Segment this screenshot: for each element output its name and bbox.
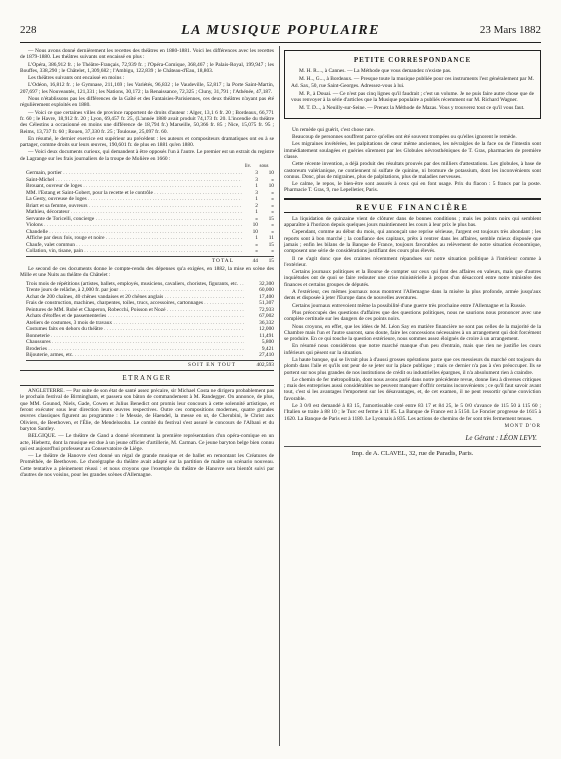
row-livres: 1 (255, 183, 258, 190)
chatelet-intro-para: Le second de ces documents donne le compte-rendu des dépenses qu'a exigées, en 1882, la mise en scène des Mille et une Nuits au théâtre du Châtelet : (20, 266, 274, 279)
row-label: Broderies . . . (26, 346, 244, 353)
revue-para: La haute banque, qui se livrait plus à d'aussi grosses opérations parce que ces messieurs du marché ont toujours du plomb dans l'aile et qu'ils ont peur de se jeter sur la place publique ; mais ce dernier n'a pas à s'en préoccuper. Ils se portent sur nos plus grandes de nos institutions de crédit ou industrielles épargnes, il n'a absolument rien à craindre. (284, 356, 541, 376)
row-label: Violons . . . (26, 222, 242, 229)
total-sous: 15 (268, 257, 274, 264)
row-livres: 1 (255, 235, 258, 242)
table-total-row (26, 256, 274, 265)
revue-para: Certains journaux entrevoient même la possibilité d'une guerre très prochaine entre l'Allemagne et la Russie. (292, 302, 527, 309)
row-sous: » (271, 222, 274, 229)
spacer (284, 119, 541, 127)
row-label: Chaussures . . . (26, 339, 244, 346)
correspondance-item: M. H. R...., à Cannes. — La Méthode que vous demandez n'existe pas. (299, 68, 452, 74)
row-livres: » (255, 215, 258, 222)
table-rows (26, 281, 274, 359)
table-rows (26, 170, 274, 255)
row-livres: 3 (255, 189, 258, 196)
advert-para: Un remède qui guérit, c'est chose rare. (292, 126, 375, 133)
row-amount: 51,307 (259, 300, 274, 307)
row-label: Chaufe, valet commun . . . (26, 242, 242, 249)
summary-para: En résumé, le dernier exercice est supérieur au précédent : les auteurs et compositeurs dramatiques ont eu à se partager, comme droits sur leurs œuvres, 190,601 fr. de plus en 1881 qu'en 1880. (20, 135, 274, 149)
table-total-row (26, 360, 274, 369)
moliere-expenses-table (20, 164, 274, 264)
row-label: Frais de construction, machines, charpentes, toiles, trucs, accessoires, cartonnages . . . (26, 300, 244, 307)
page-number: 228 (20, 24, 37, 36)
theatre-minus-list: L'Odéon, 16,812 fr. ; le Gymnase, 211,169 ; les Variétés, 96,832 ; le Vaudeville, 52,817 ; la Porte Saint-Martin, 207,697 ; les Nouveautés, 121,331 ; les Nations, 30,172 ; la Renaissance, 72,325 ; Cluny, 31,791 ; l'Athénée, 47,187. (20, 82, 274, 95)
revue-para: A l'extérieur, ces mêmes journaux nous montrent l'Allemagne dans la misère la plus profonde, armée jusqu'aux dents et disposée à jeter l'Europe dans de nouvelles aventures. (284, 289, 541, 302)
row-sous: » (271, 202, 274, 209)
row-amount: 12,000 (259, 326, 274, 333)
printer-line: Imp. de A. CLAVEL, 32, rue de Paradis, Paris. (284, 446, 541, 457)
documents-intro-para: — Voici deux documents curieux, qui demandent à être opposés l'un à l'autre. Le premier est un extrait du registre de Lagrange sur les frais journaliers de la troupe de Molière en 1660 : (20, 149, 274, 162)
row-label: Mathieu, décorateur . . . (26, 209, 242, 216)
row-livres: 10 (252, 228, 258, 235)
revue-heading-band (284, 198, 541, 213)
row-label: Trente jours de relâche, à 2,000 fr. par jour . . . (26, 287, 244, 294)
row-sous: » (271, 196, 274, 203)
correspondance-item: M. H.., G..., à Bordeaux. — Presque toute la musique publiée pour ces instruments l'est généralement par M. Ad. Sax, 50, rue Saint-Georges. Adressez-vous à lui. (291, 76, 534, 89)
left-column (20, 48, 274, 479)
section-rule (20, 385, 274, 386)
row-label: La Gesty, ouvreuse de loges . . . (26, 196, 242, 203)
row-label: Peintures de MM. Rubé et Chaperon, Robecchi, Poisson et Nozé . . . (26, 307, 244, 314)
belgique-para: BELGIQUE. — Le théâtre de Gand a donné récemment la première représentation d'un opéra-comique en un acte, Hiebertz, dont la musique est due à un jeune officier d'artillerie, M. Carman. Ce jeune baryton belge bien connu qui est aujourd'hui professeur au Conservatoire de Liège. (20, 433, 274, 452)
row-livres: » (255, 241, 258, 248)
row-sous: 11 (268, 235, 274, 242)
row-amount: 5,800 (261, 339, 274, 346)
theatre-minus-heading: Les théâtres suivants ont encaissé en moins : (28, 75, 125, 82)
advert-para: Cette récente invention, a déjà produit des résultats prouvés par des milliers d'attestations. Les globules, à base de castoreum valérianique, ne contiennent ni sulfate de quinine, ni bromure de potassium, dont les inconvénients sont connus. Donc, plus de migraines, plus de palpitations, plus de maladies nerveuses. (284, 161, 541, 180)
correspondance-item: M. T. D..., à Neuilly-sur-Seine. — Prenez la Méthode de Mazas. Vous y trouverez tout ce qu'il vous faut. (299, 105, 525, 112)
row-livres: 10 (252, 222, 258, 229)
correspondance-box (284, 50, 541, 119)
angleterre-para: ANGLETERRE. — Par suite de son état de santé assez précaire, sir Michael Costa ne dirigera probablement pas le prochain festival de Birmingham, et passera son bâton de commandement à M. Randegger. On annonce, de plus, que MM. Gounod, Niels, Gade, Cowen et Julius Benedict ont promis leur concours à cette solennité artistique, et feront exécuter sous leur direction leurs œuvres respectives. Outre ces compositions modernes, quatre grandes œuvres classiques figurent au programme : le Messie, de Haendel, la messe en ut, de Cherubini, le Christ aux Oliviers, de Beethoven, et l'Élie, de Mendelssohn. Le comité du festival s'est assuré le concours de l'Albani et du baryton Santley. (20, 388, 274, 432)
row-label: Briart et sa femme, ouvreurs . . . (26, 203, 242, 210)
row-livres: 1 (255, 209, 258, 216)
revue-para: Plus préoccupés des questions d'affaires que des questions politiques, nous ne saurions nous prononcer avec une complète certitude sur les dangers de ces points noirs. (284, 309, 541, 323)
row-sous: 10 (268, 183, 274, 190)
total-livres: 44 (252, 257, 258, 264)
issue-date: 23 Mars 1882 (479, 24, 541, 36)
table-row (26, 248, 274, 255)
row-label: Achat de 200 chaînes, 40 chênes vandaises et 20 chênes anglais . . . (26, 294, 244, 301)
row-sous: » (271, 176, 274, 183)
revue-financiere-title: REVUE FINANCIÈRE (356, 202, 469, 212)
row-label: Servante de Toricelli, concierge . . . (26, 216, 242, 223)
row-label: Chandelle . . . (26, 229, 242, 236)
globules-advert (284, 127, 541, 194)
revue-para: Nous croyons, en effet, que les idées de M. Léon Say en matière financière ne sont pas celles de la majorité de la Chambre mais l'un et l'autre sauront, sans doute, faire les concessions nécessaires à un arrangement qui doit forcément se produire. En ce qui touche la question extérieure, nous sommes assez éloignés de croire à un arrangement. (284, 323, 541, 343)
theatre-plus-list: L'Opéra, 386,912 fr. ; le Théâtre-Français, 72,939 fr. ; l'Opéra-Comique, 368,467 ; le Palais-Royal, 199,947 ; les Bouffes, 338,290 ; le Châtelet, 1,309,682 ; l'Ambigu, 122,839 ; le Château-d'Eau, 18,803. (20, 61, 274, 74)
row-amount: 67,002 (259, 313, 274, 320)
row-amount: 27,410 (259, 352, 274, 359)
row-sous: » (271, 189, 274, 196)
row-sous: » (271, 209, 274, 216)
row-livres: 2 (255, 202, 258, 209)
revue-para: Certains journaux politiques et la Bourse de compter sur ceux qui font des affaires en valeurs, mais que d'autres inquiétudes ont de quoi se faire redouter une crise ministérielle à propos d'un désaccord entre notre ministère des finances et certains groupes de députés. (284, 269, 541, 288)
total-amount: 402,593 (256, 361, 274, 368)
correspondance-title: PETITE CORRESPONDANCE (353, 56, 472, 64)
row-amount: 60,000 (259, 287, 274, 294)
row-sous: » (271, 228, 274, 235)
revue-para: Le 3 0/0 est demandé à 83 15, l'amortissable coté entre 83 17 et 84 25, le 5 0/0 s'avance de 115 50 à 115 60 ; l'Italien se traite à 88 10 ; le Turc est ferme à 11 85. La Banque de France est à 5150. Le Foncier progresse de 1615 à 1620. La Banque de Paris est à 1180. Le Lyonnais à 835. Les actions de chemins de fer sont très fermement tenues. (284, 403, 541, 422)
row-amount: 36,332 (259, 319, 274, 326)
total-label: TOTAL (211, 257, 234, 264)
row-label: MM. l'Estang et Saint-Gobert, pour la recette et le contrôle . . . (26, 190, 242, 197)
row-sous: 15 (268, 241, 274, 248)
row-amount: 32,300 (259, 280, 274, 287)
row-amount: 11,491 (259, 332, 274, 339)
row-livres: 3 (255, 176, 258, 183)
chatelet-expenses-table (20, 281, 274, 369)
row-label: Ateliers de costumes, 3 mois de travaux . . . (26, 320, 244, 327)
row-label: Bijouterie, armes, etc. . . . (26, 352, 244, 359)
row-amount: 9,421 (261, 345, 274, 352)
column-divider (279, 46, 280, 746)
row-label: Collation, vin, tisane, pain . . . (26, 248, 242, 255)
row-livres: 3 (255, 170, 258, 177)
correspondance-item: M. P., à Douai. — Ce n'est pas cinq lignes qu'il faudrait ; c'est un volume. Je ne puis faire autre chose que de vous renvoyer à la série d'articles que la Musique populaire a publiés récemment sur M. Richard Wagner. (291, 90, 534, 104)
row-label: Germain, portier . . . (26, 170, 242, 177)
gerant-line: Le Gérant : LÉON LEVY. (465, 434, 537, 443)
row-label: Costumes faits en dehors du théâtre . . . (26, 326, 244, 333)
row-label: Bonneterie . . . (26, 333, 244, 340)
row-label: Trois mois de répétitions (artistes, ballets, employés, musiciens, cavaliers, choristes, figurants, etc. . . . (26, 281, 244, 288)
row-label: Brouant, ouvreur de loges . . . (26, 183, 242, 190)
row-livres: » (255, 248, 258, 255)
row-label: Affiche par deux fois, rouge et noire . . . (26, 235, 242, 242)
revue-para: Le chemin de fer métropolitain, dont nous avons parlé dans notre précédente revue, donne lieu à diverses critiques ; mais des entreprises aussi considérables ne peuvent manquer d'offrir certains inconvénients ; ce qu'il faut savoir avant tout, c'est si les avantages l'emportent sur les désavantages, et, de cet examen, il ne peut ressortir qu'une conviction favorable. (284, 376, 541, 402)
row-amount: 17,400 (259, 293, 274, 300)
journal-title: LA MUSIQUE POPULAIRE (181, 23, 380, 38)
province-royalties-para: — Voici ce que certaines villes de province rapportent de droits d'auteur : Alger, 13,1 6 fr. 20 ; Bordeaux, 66,771 fr. 60 ; le Havre, 18,912 fr. 20 ; Lyon, 69,457 fr. 25, (L'année 1880 avait produit 74,173 fr. 20. L'incendie du théâtre des Célestins a occasionné en moins une différence de 18,794 fr.) Marseille, 50,366 fr. 85 ; Nice, 15,075 fr. 95 ; Reims, 13,737 fr. 60 ; Rouen, 37,330 fr. 25 ; Toulouse, 25,097 fr. 60. (20, 109, 274, 135)
advert-para: Beaucoup de personnes souffrent parce qu'elles ont été souvent trompées ou qu'elles ignorent le remède. (292, 134, 517, 141)
revue-para: Cependant, comme au début du mois, qui annonçait une reprise sérieuse, l'argent est toujours très abondant ; les reports sont à bon marché ; la confiance des capitaux, prêts à rentrer dans les affaires, semble mieux disposée que jamais ; enfin les bilans de la Banque de France, toujours favorables au relèvement de notre situation économique, composent une série de considérations justifiant des cours plus élevés. (284, 229, 541, 255)
revue-para: En résumé nous considérons que notre marché manque d'un peu d'entrain, mais que rien ne justifie les cours inférieurs qui pèsent sur la situation. (284, 343, 541, 356)
row-label: Achats d'étoffes et de passementeries . . . (26, 313, 244, 320)
row-amount: 72,933 (259, 306, 274, 313)
etranger-heading: ETRANGER (122, 374, 172, 383)
theatre-note: Nous n'établissons pas les différences de la Gaîté et des Fantaisies-Parisiennes, ces deux théâtres n'ayant pas été régulièrement exploités en 1880. (20, 96, 274, 109)
col-header-sous: sous (259, 164, 269, 170)
revue-para: La liquidation de quinzaine vient de clôturer dans de bonnes conditions ; mais les points noirs qui semblent apparaître à l'horizon depuis quelques jours maintiennent les cours à leur prix le plus bas. (284, 215, 541, 229)
row-label: Saint-Michel . . . (26, 177, 242, 184)
theatre-receipts-para: — Nous avons donné dernièrement les recettes des théâtres en 1880-1881. Voici les différences avec les recettes de 1879-1880. Les théâtres suivants ont encaissé en plus : (20, 48, 274, 61)
hanovre-para: — Le théâtre de Hanovre s'est donné un régal de grande musique et de ballet en remontant les Créatures de Prométhée, de Beethoven. Le chorégraphe du théâtre avait adapté sur la partition de maître un scénario nouveau. Cette tentative a pleinement réussi : et nous croyons que l'exemple du théâtre de Hanovre sera bientôt suivi par d'autres de nos voisins, pour les grandes scènes d'Allemagne. (20, 453, 274, 478)
row-livres: 1 (255, 196, 258, 203)
total-label: SOIT EN TOUT (188, 361, 236, 368)
page-header (20, 24, 541, 40)
table-row (26, 352, 274, 359)
header-rule (20, 42, 541, 43)
row-sous: » (271, 248, 274, 255)
row-sous: 10 (268, 170, 274, 177)
section-rule (20, 370, 274, 371)
right-column (284, 48, 541, 457)
col-header-livres: liv. (244, 164, 252, 170)
revue-signature: MONT D'OR (504, 423, 541, 429)
revue-financiere-body (284, 216, 541, 422)
advert-para: Les migraines invétérées, les palpitations de cœur même anciennes, les névralgies de la face ou de l'intestin sont immédiatement soulagées et guéries sûrement par les Globules névrosthéniques de T. Gras, pharmacien de première classe. (284, 141, 541, 160)
row-sous: 15 (268, 215, 274, 222)
revue-para: Il ne s'agit donc que des craintes récemment répandues sur notre situation politique à l'intérieur comme à l'extérieur. (284, 255, 541, 268)
advert-para: Le calme, le repos, le bien-être sont assurés à ceux qui en font usage. Prix du flacon : 5 francs par la poste. Pharmacie T. Gras, 9, rue Lepelletier, Paris. (284, 181, 541, 194)
